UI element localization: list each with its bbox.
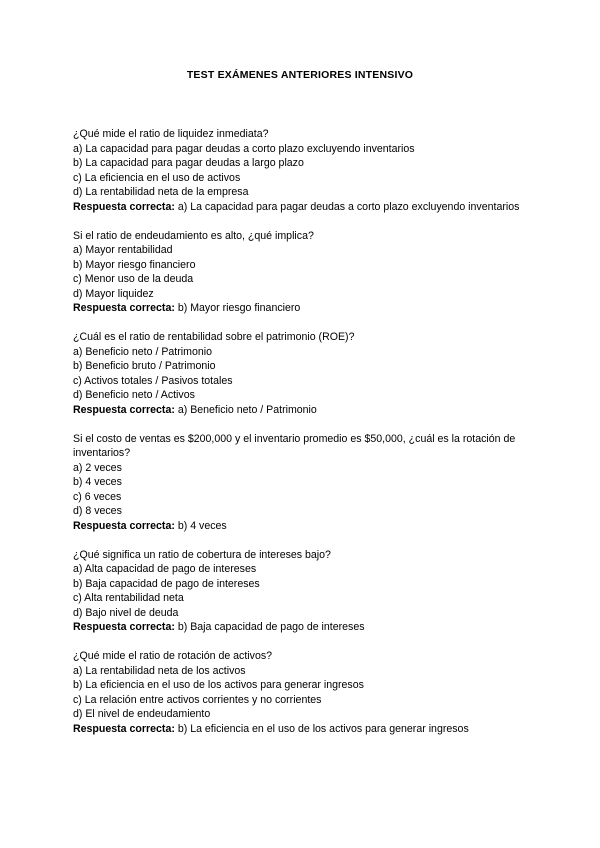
answer-text: b) Mayor riesgo financiero bbox=[177, 302, 301, 314]
option-a: a) Alta capacidad de pago de intereses bbox=[73, 563, 257, 575]
correct-answer bbox=[73, 301, 528, 316]
correct-answer bbox=[73, 403, 528, 418]
answer-label: Respuesta correcta: bbox=[73, 200, 175, 213]
option-a: a) La capacidad para pagar deudas a corto plazo excluyendo inventarios bbox=[73, 142, 415, 155]
question-text: ¿Cuál es el ratio de rentabilidad sobre el patrimonio (ROE)? bbox=[73, 331, 355, 343]
question-text: ¿Qué mide el ratio de rotación de activos? bbox=[73, 650, 273, 662]
option-b: b) La eficiencia en el uso de los activos para generar ingresos bbox=[73, 679, 364, 691]
answer-text: a) Beneficio neto / Patrimonio bbox=[177, 403, 317, 416]
answer-text: b) La eficiencia en el uso de los activos para generar ingresos bbox=[177, 722, 469, 735]
answer-label: Respuesta correcta: bbox=[73, 722, 175, 735]
option-b: b) Baja capacidad de pago de intereses bbox=[73, 577, 260, 590]
correct-answer bbox=[73, 620, 528, 635]
question-list bbox=[73, 127, 528, 751]
answer-label: Respuesta correcta: bbox=[73, 621, 175, 633]
answer-label: Respuesta correcta: bbox=[73, 403, 175, 416]
answer-text: b) 4 veces bbox=[177, 519, 227, 532]
option-d: d) 8 veces bbox=[73, 505, 122, 517]
option-a: a) Mayor rentabilidad bbox=[73, 244, 173, 256]
option-a: a) La rentabilidad neta de los activos bbox=[73, 664, 246, 677]
question-text: ¿Qué mide el ratio de liquidez inmediata? bbox=[73, 128, 269, 140]
option-d: d) Mayor liquidez bbox=[73, 287, 154, 300]
option-c: c) 6 veces bbox=[73, 490, 122, 503]
option-a: a) 2 veces bbox=[73, 461, 122, 474]
question-block-6 bbox=[73, 649, 528, 736]
answer-label: Respuesta correcta: bbox=[73, 519, 175, 532]
option-b: b) La capacidad para pagar deudas a largo plazo bbox=[73, 157, 304, 169]
correct-answer bbox=[73, 200, 528, 215]
option-c: c) La relación entre activos corrientes y no corrientes bbox=[73, 693, 322, 706]
question-block-1 bbox=[73, 127, 528, 214]
correct-answer bbox=[73, 519, 528, 534]
option-b: b) Mayor riesgo financiero bbox=[73, 258, 196, 271]
question-text: ¿Qué significa un ratio de cobertura de intereses bajo? bbox=[73, 548, 331, 561]
option-d: d) El nivel de endeudamiento bbox=[73, 708, 211, 720]
question-text: Si el costo de ventas es $200,000 y el inventario promedio es $50,000, ¿cuál es la rotación de inventarios? bbox=[73, 432, 516, 459]
question-block-3 bbox=[73, 330, 528, 417]
option-a: a) Beneficio neto / Patrimonio bbox=[73, 345, 212, 358]
answer-label: Respuesta correcta: bbox=[73, 302, 175, 314]
option-c: c) Alta rentabilidad neta bbox=[73, 592, 184, 604]
option-d: d) Bajo nivel de deuda bbox=[73, 606, 179, 619]
option-c: c) Menor uso de la deuda bbox=[73, 273, 194, 285]
question-block-5 bbox=[73, 548, 528, 635]
option-c: c) La eficiencia en el uso de activos bbox=[73, 171, 241, 184]
option-d: d) Beneficio neto / Activos bbox=[73, 389, 195, 401]
question-block-4 bbox=[73, 432, 528, 534]
option-d: d) La rentabilidad neta de la empresa bbox=[73, 186, 249, 198]
option-b: b) 4 veces bbox=[73, 476, 122, 488]
question-text: Si el ratio de endeudamiento es alto, ¿qué implica? bbox=[73, 229, 314, 242]
answer-text: a) La capacidad para pagar deudas a corto plazo excluyendo inventarios bbox=[177, 200, 520, 213]
question-block-2 bbox=[73, 229, 528, 316]
correct-answer bbox=[73, 722, 528, 737]
option-c: c) Activos totales / Pasivos totales bbox=[73, 374, 233, 387]
option-b: b) Beneficio bruto / Patrimonio bbox=[73, 360, 216, 372]
document-title: TEST EXÁMENES ANTERIORES INTENSIVO bbox=[186, 69, 414, 81]
answer-text: b) Baja capacidad de pago de intereses bbox=[177, 621, 365, 633]
